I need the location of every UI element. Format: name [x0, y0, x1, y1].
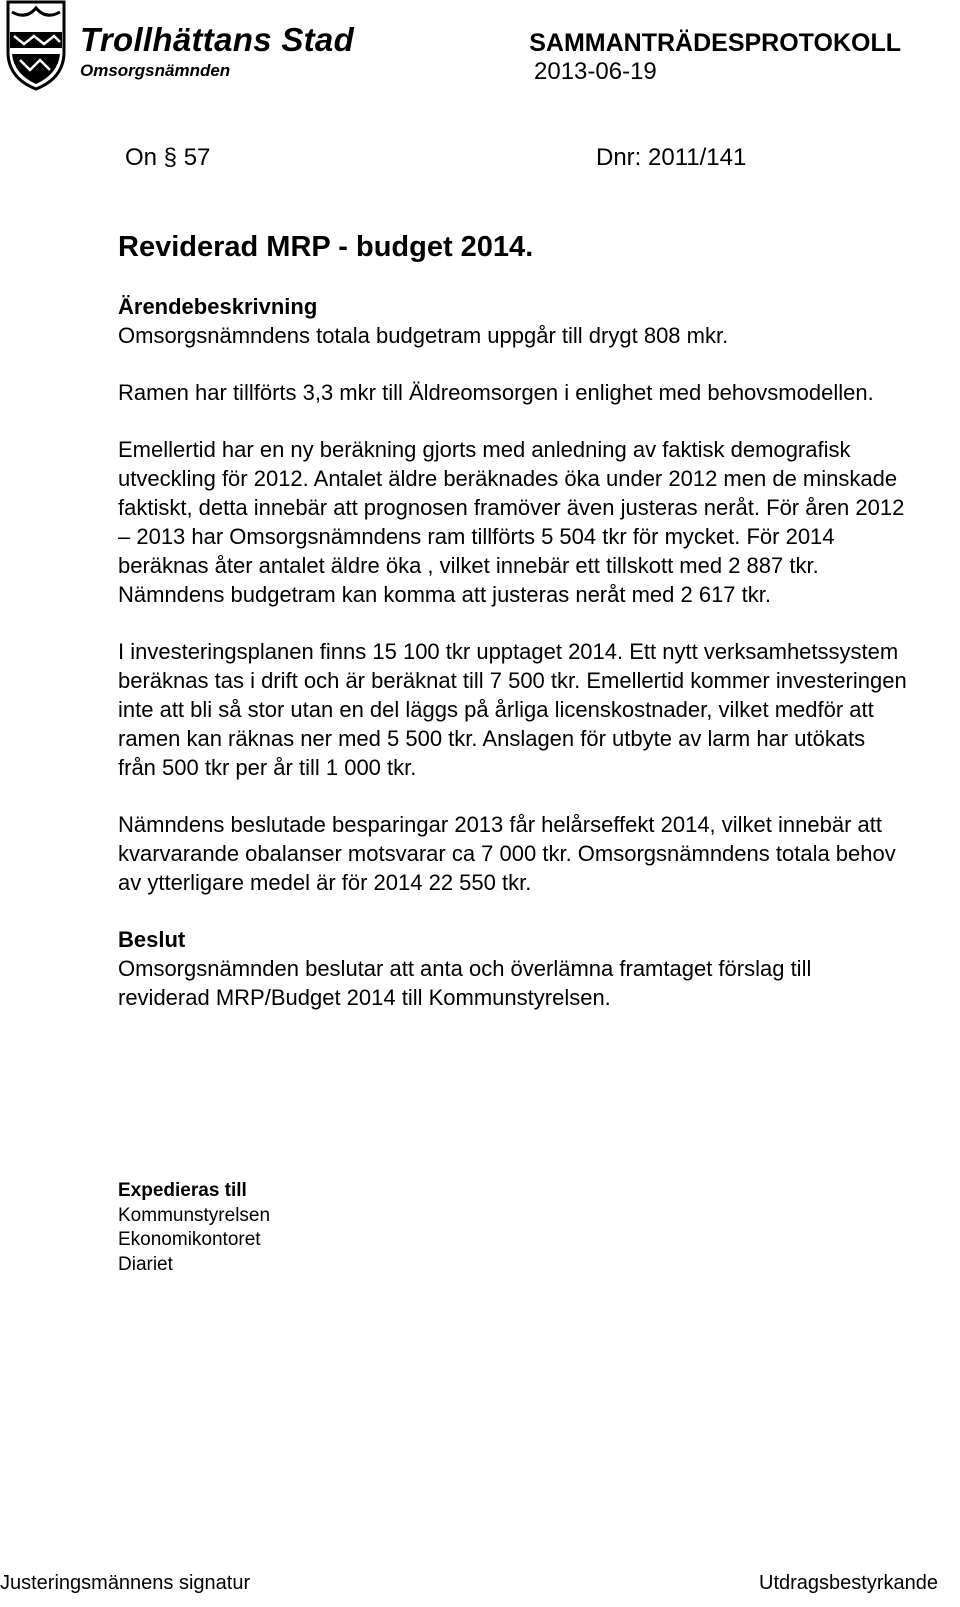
document-date: 2013-06-19	[534, 58, 657, 85]
page-title: Reviderad MRP - budget 2014.	[118, 231, 534, 263]
document-type: SAMMANTRÄDESPROTOKOLL	[529, 29, 901, 57]
signature-label: Justeringsmännens signatur	[0, 1572, 251, 1594]
description-paragraph-2: Ramen har tillförts 3,3 mkr till Äldreomsorgen i enlighet med behovsmodellen.	[118, 380, 874, 405]
description-paragraph-1: Omsorgsnämndens totala budgetram uppgår till drygt 808 mkr.	[118, 323, 729, 348]
board-name: Omsorgsnämnden	[80, 61, 231, 80]
municipality-coat-of-arms-logo	[0, 0, 72, 92]
dispatch-recipient: Kommunstyrelsen	[118, 1204, 271, 1226]
dispatch-recipient: Ekonomikontoret	[118, 1229, 261, 1250]
dispatch-heading: Expedieras till	[118, 1180, 247, 1201]
dispatch-recipient: Diariet	[118, 1253, 173, 1275]
description-paragraph-3: Emellertid har en ny beräkning gjorts med anledning av faktisk demografisk utveckling för 2012. Antalet äldre beräknades öka under 2012 men de minskade faktiskt, detta innebär att prognosen framöver även justeras neråt. För åren 2012 – 2013 har Omsorgsnämndens ram tillförts 5 504 tkr för mycket. För 2014 beräknas åter antalet äldre öka , vilket innebär ett tillskott med 2 887 tkr. Nämndens budgetram kan komma att justeras neråt med 2 617 tkr.	[118, 437, 905, 607]
decision-heading: Beslut	[118, 927, 186, 952]
certification-label: Utdragsbestyrkande	[759, 1572, 938, 1594]
decision-text: Omsorgsnämnden beslutar att anta och överlämna framtaget förslag till reviderad MRP/Budget 2014 till Kommunstyrelsen.	[118, 956, 812, 1010]
municipality-name: Trollhättans Stad	[80, 21, 355, 58]
description-heading: Ärendebeskrivning	[118, 294, 318, 319]
case-section: On § 57	[125, 144, 211, 171]
main-content	[118, 292, 908, 1012]
description-paragraph-4: I investeringsplanen finns 15 100 tkr upptaget 2014. Ett nytt verksamhetssystem beräknas tas i drift och är beräknat till 7 500 tkr. Emellertid kommer investeringen inte att bli så stor utan en del läggs på årliga licenskostnader, vilket medför att ramen kan räknas ner med 5 500 tkr. Anslagen för utbyte av larm har utökats från 500 tkr per år till 1 000 tkr.	[118, 639, 907, 780]
case-dnr: Dnr: 2011/141	[596, 144, 747, 171]
description-paragraph-5: Nämndens beslutade besparingar 2013 får helårseffekt 2014, vilket innebär att kvarvarande obalanser motsvarar ca 7 000 tkr. Omsorgsnämndens totala behov av ytterligare medel är för 2014 22 550 tkr.	[118, 812, 896, 895]
dispatch-block	[118, 1179, 270, 1277]
